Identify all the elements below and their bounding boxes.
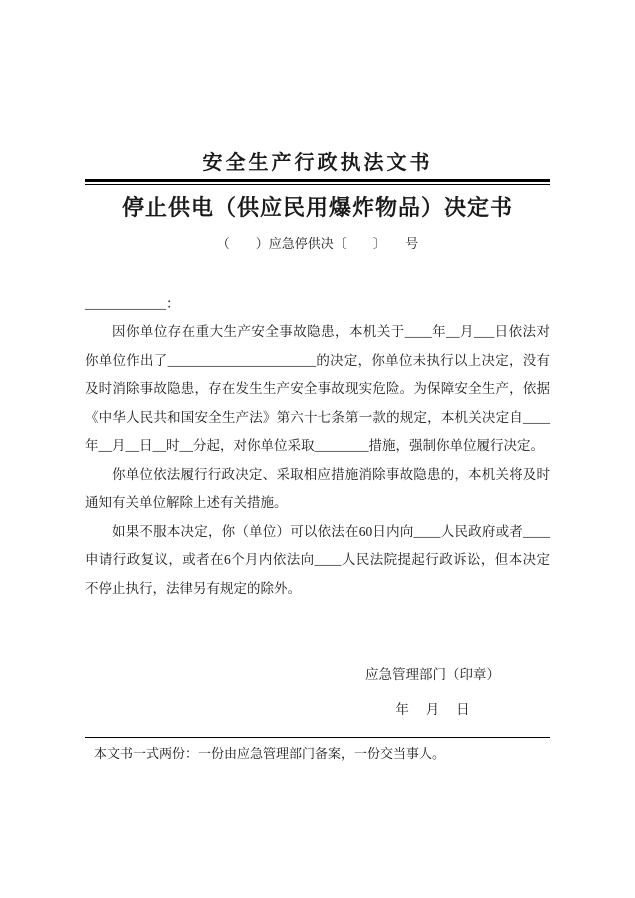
document-category-title: 安全生产行政执法文书 [202, 152, 433, 174]
signature-block [315, 665, 550, 719]
document-body [85, 318, 550, 603]
paragraph-appeal-rights: 如果不服本决定，你（单位）可以依法在60日内向____人民政府或者____申请行政复议，或者在6个月内依法向____人民法院提起行政诉讼，但本决定不停止执行，法律另有规定的除外。 [85, 523, 550, 596]
document-number-line: （ ）应急停供决〔 〕 号 [216, 236, 419, 251]
document-title: 停止供电（供应民用爆炸物品）决定书 [121, 195, 513, 220]
paragraph-decision-basis: 因你单位存在重大生产安全事故隐患，本机关于____年__月___日依法对你单位作出了______________________的决定，你单位未执行以上决定，没有及时消除事故隐患，存在发生生产安全事故现实危险。为保障安全生产，依据《中华人民共和国安全生产法》第六十七条第一款的规定，本机关决定自____年__月__日__时__分起，对你单位采取________措施，强制你单位履行决定。 [85, 324, 550, 453]
recipient-blank-line: ____________： [85, 296, 180, 311]
copies-distribution-note: 本文书一式两份：一份由应急管理部门备案，一份交当事人。 [85, 737, 550, 763]
title-divider [85, 179, 550, 185]
paragraph-lift-measures: 你单位依法履行行政决定、采取相应措施消除事故隐患的，本机关将及时通知有关单位解除上述有关措施。 [85, 466, 550, 510]
date-blank-line: 年 月 日 [395, 702, 470, 717]
issuing-authority-seal-line: 应急管理部门（印章） [365, 667, 500, 682]
